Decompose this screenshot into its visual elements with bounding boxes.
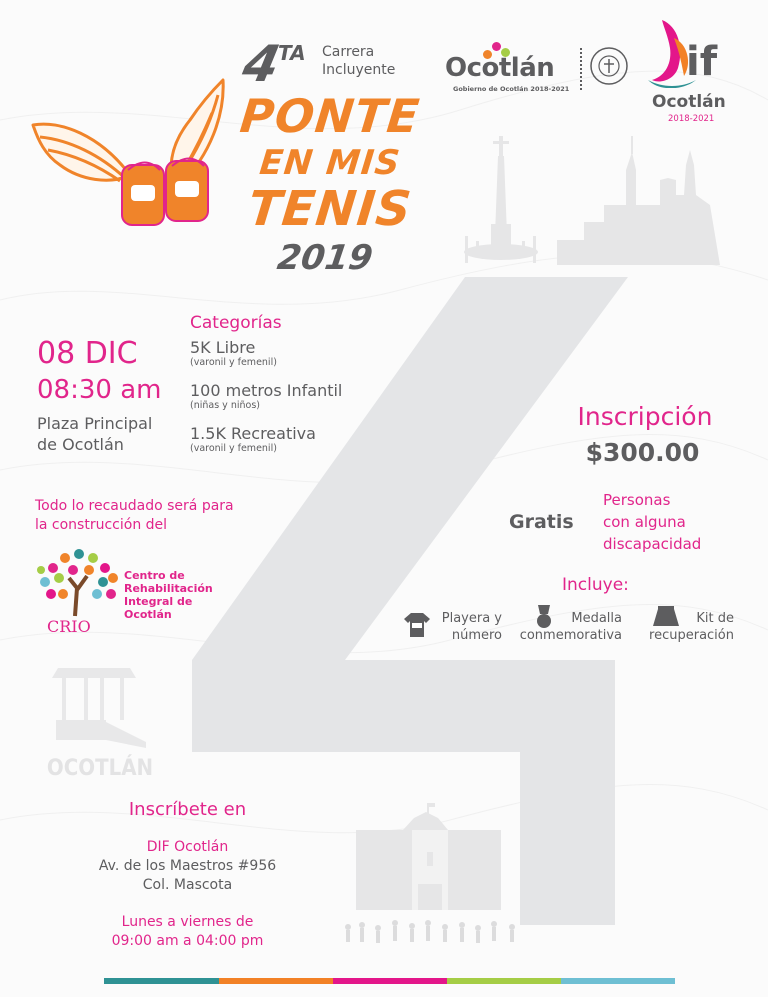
include-medal-line2: conmemorativa: [519, 628, 622, 643]
title-line1: PONTE: [237, 89, 423, 143]
crio-center-line4: Ocotlán: [124, 608, 172, 621]
include-tshirt-line2: número: [451, 628, 502, 643]
category-name: 100 metros Infantil: [190, 381, 343, 400]
municipal-seal-icon: [588, 44, 630, 88]
crio-label: CRIO: [47, 617, 91, 636]
dif-letters: if: [686, 39, 718, 85]
edition-number: 4: [237, 35, 285, 93]
event-place-line1: Plaza Principal: [37, 414, 153, 433]
edition-suffix: TA: [278, 41, 306, 65]
signup-heading: Inscríbete en: [128, 799, 247, 820]
church-silhouette: [557, 136, 720, 265]
signup-org: DIF Ocotlán: [146, 839, 229, 855]
event-date: 08 DIC: [37, 336, 138, 371]
kiosk-silhouette: [52, 668, 146, 748]
free-line3: discapacidad: [603, 535, 702, 553]
dif-period: 2018-2021: [668, 114, 715, 124]
runners-silhouette: [345, 920, 515, 943]
category-item: [190, 424, 390, 455]
building-silhouette: [356, 803, 501, 910]
category-detail: (niñas y niños): [190, 400, 260, 411]
ocotlan-government-logo: [445, 45, 575, 95]
free-line2: con alguna: [603, 513, 686, 531]
crio-center-line2: Rehabilitación: [124, 582, 213, 595]
category-name: 1.5K Recreativa: [190, 424, 316, 443]
stripe-teal: [104, 978, 219, 984]
ocotlan-subtitle: Gobierno de Ocotlán 2018-2021: [453, 85, 570, 93]
dif-city: Ocotlán: [652, 92, 726, 112]
includes-heading: Incluye:: [562, 575, 629, 595]
title-line3: TENIS: [245, 181, 415, 237]
logo-divider: [580, 48, 584, 90]
categories-section: [190, 312, 390, 455]
fundraising-line2: la construcción del: [35, 517, 168, 533]
stripe-magenta: [333, 978, 447, 984]
crio-tree-icon: [33, 548, 123, 618]
signup-address-line1: Av. de los Maestros #956: [98, 858, 277, 874]
dif-logo: [648, 18, 738, 130]
registration-heading: Inscripción: [577, 402, 713, 431]
category-item: [190, 338, 390, 369]
signup-address-line2: Col. Mascota: [142, 877, 233, 893]
tshirt-icon: [403, 612, 431, 638]
stripe-orange: [219, 978, 333, 984]
crio-center-line1: Centro de: [124, 569, 185, 582]
categories-heading: Categorías: [190, 313, 282, 333]
event-place-line2: de Ocotlán: [37, 435, 124, 454]
free-label: Gratis: [509, 511, 574, 533]
category-detail: (varonil y femenil): [190, 357, 277, 368]
monument-silhouette: [464, 136, 538, 263]
year: 2019: [274, 238, 376, 278]
ocotlan-wordmark: Ocotlán: [445, 53, 555, 83]
category-detail: (varonil y femenil): [190, 443, 277, 454]
title-line2: EN MIS: [257, 143, 403, 183]
fundraising-line1: Todo lo recaudado será para: [35, 498, 234, 514]
signup-hours-line2: 09:00 am a 04:00 pm: [111, 933, 264, 949]
category-item: [190, 381, 390, 412]
stripe-lightblue: [561, 978, 675, 984]
stripe-green: [447, 978, 561, 984]
event-time: 08:30 am: [37, 375, 162, 405]
include-tshirt-line1: Playera y: [441, 611, 502, 626]
city-watermark: OCOTLÁN: [46, 756, 154, 781]
event-type-line2: Incluyente: [322, 62, 396, 78]
category-name: 5K Libre: [190, 338, 256, 357]
signup-hours-line1: Lunes a viernes de: [121, 914, 254, 930]
crio-center-line3: Integral de: [124, 595, 193, 608]
event-type-line1: Carrera: [322, 44, 375, 60]
include-medal-line1: Medalla: [571, 611, 622, 626]
winged-shoes-logo: [30, 75, 230, 245]
include-kit-line1: Kit de: [696, 611, 734, 626]
registration-price: $300.00: [585, 438, 700, 467]
include-kit-line2: recuperación: [649, 628, 734, 643]
free-line1: Personas: [603, 491, 671, 509]
